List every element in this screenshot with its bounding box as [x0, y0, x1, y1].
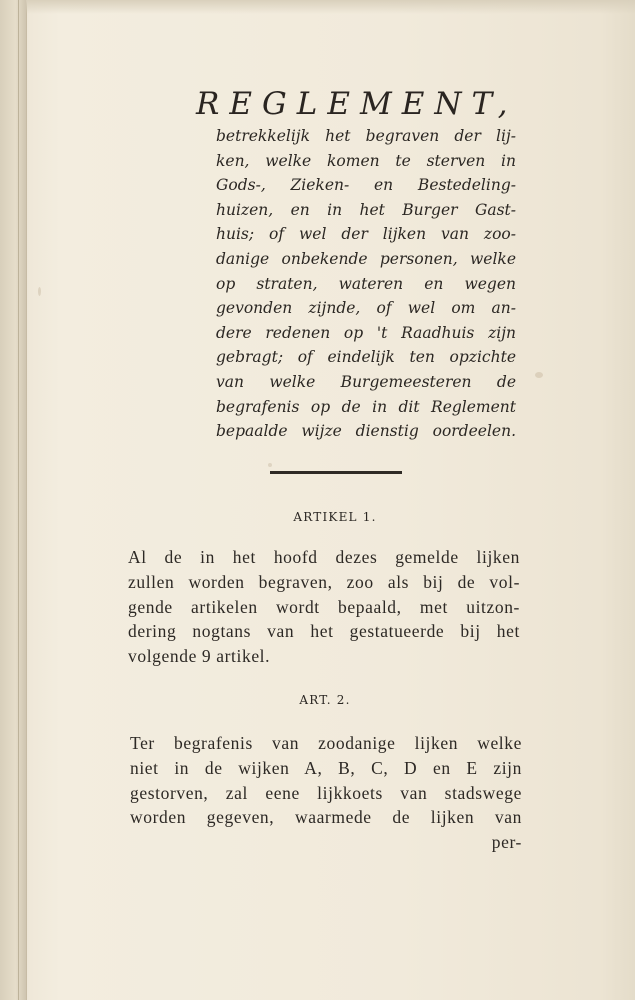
article-2-line: niet in de wijken A, B, C, D en E zijn	[130, 757, 522, 778]
article-2-line: worden gegeven, waarmede de lijken van	[130, 807, 522, 828]
article-1-line: volgende 9 artikel.	[128, 646, 271, 667]
article-1-line: dering nogtans van het gestatueerde bij het	[128, 621, 520, 642]
foxing-spot	[38, 287, 41, 296]
document-subtitle	[216, 124, 516, 444]
article-2-line: Ter begrafenis van zoodanige lijken welke	[130, 733, 522, 753]
subtitle-line: huis; of wel der lijken van zoo-	[216, 225, 516, 244]
article-2-line: gestorven, zal eene lijkkoets van stadswege	[130, 782, 522, 803]
catchword: per-	[491, 832, 522, 853]
section-divider-rule	[270, 471, 402, 474]
article-1-line: zullen worden begraven, zoo als bij de vol-	[128, 571, 520, 592]
document-title: REGLEMENT,	[196, 86, 518, 122]
subtitle-line: gebragt; of eindelijk ten opzichte	[216, 348, 516, 367]
book-gutter	[0, 0, 27, 1000]
article-2-heading: ART. 2.	[299, 693, 351, 707]
article-1-paragraph	[128, 545, 520, 669]
subtitle-line: Gods-, Zieken- en Bestedeling-	[216, 176, 516, 195]
subtitle-line: op straten, wateren en wegen	[216, 274, 516, 293]
article-1-line: Al de in het hoofd dezes gemelde lijken	[128, 547, 520, 567]
subtitle-line: begrafenis op de in dit Reglement	[216, 397, 516, 416]
subtitle-line: gevonden zijnde, of wel om an-	[216, 299, 516, 318]
subtitle-line: bepaalde wijze dienstig oordeelen.	[216, 422, 516, 441]
subtitle-line: huizen, en in het Burger Gast-	[216, 200, 516, 219]
subtitle-line: danige onbekende personen, welke	[216, 249, 516, 268]
subtitle-line: ken, welke komen te sterven in	[216, 151, 516, 170]
gutter-fold-line	[18, 0, 19, 1000]
subtitle-line: dere redenen op 't Raadhuis zijn	[216, 323, 516, 342]
article-2-paragraph	[130, 731, 522, 855]
foxing-spot	[268, 463, 272, 467]
article-1-heading: ARTIKEL 1.	[293, 510, 377, 524]
foxing-spot	[535, 372, 543, 378]
subtitle-line: van welke Burgemeesteren de	[216, 372, 516, 391]
article-1-line: gende artikelen wordt bepaald, met uitzon-	[128, 596, 520, 617]
subtitle-line: betrekkelijk het begraven der lij-	[216, 127, 516, 145]
page-top-shadow	[26, 0, 635, 14]
